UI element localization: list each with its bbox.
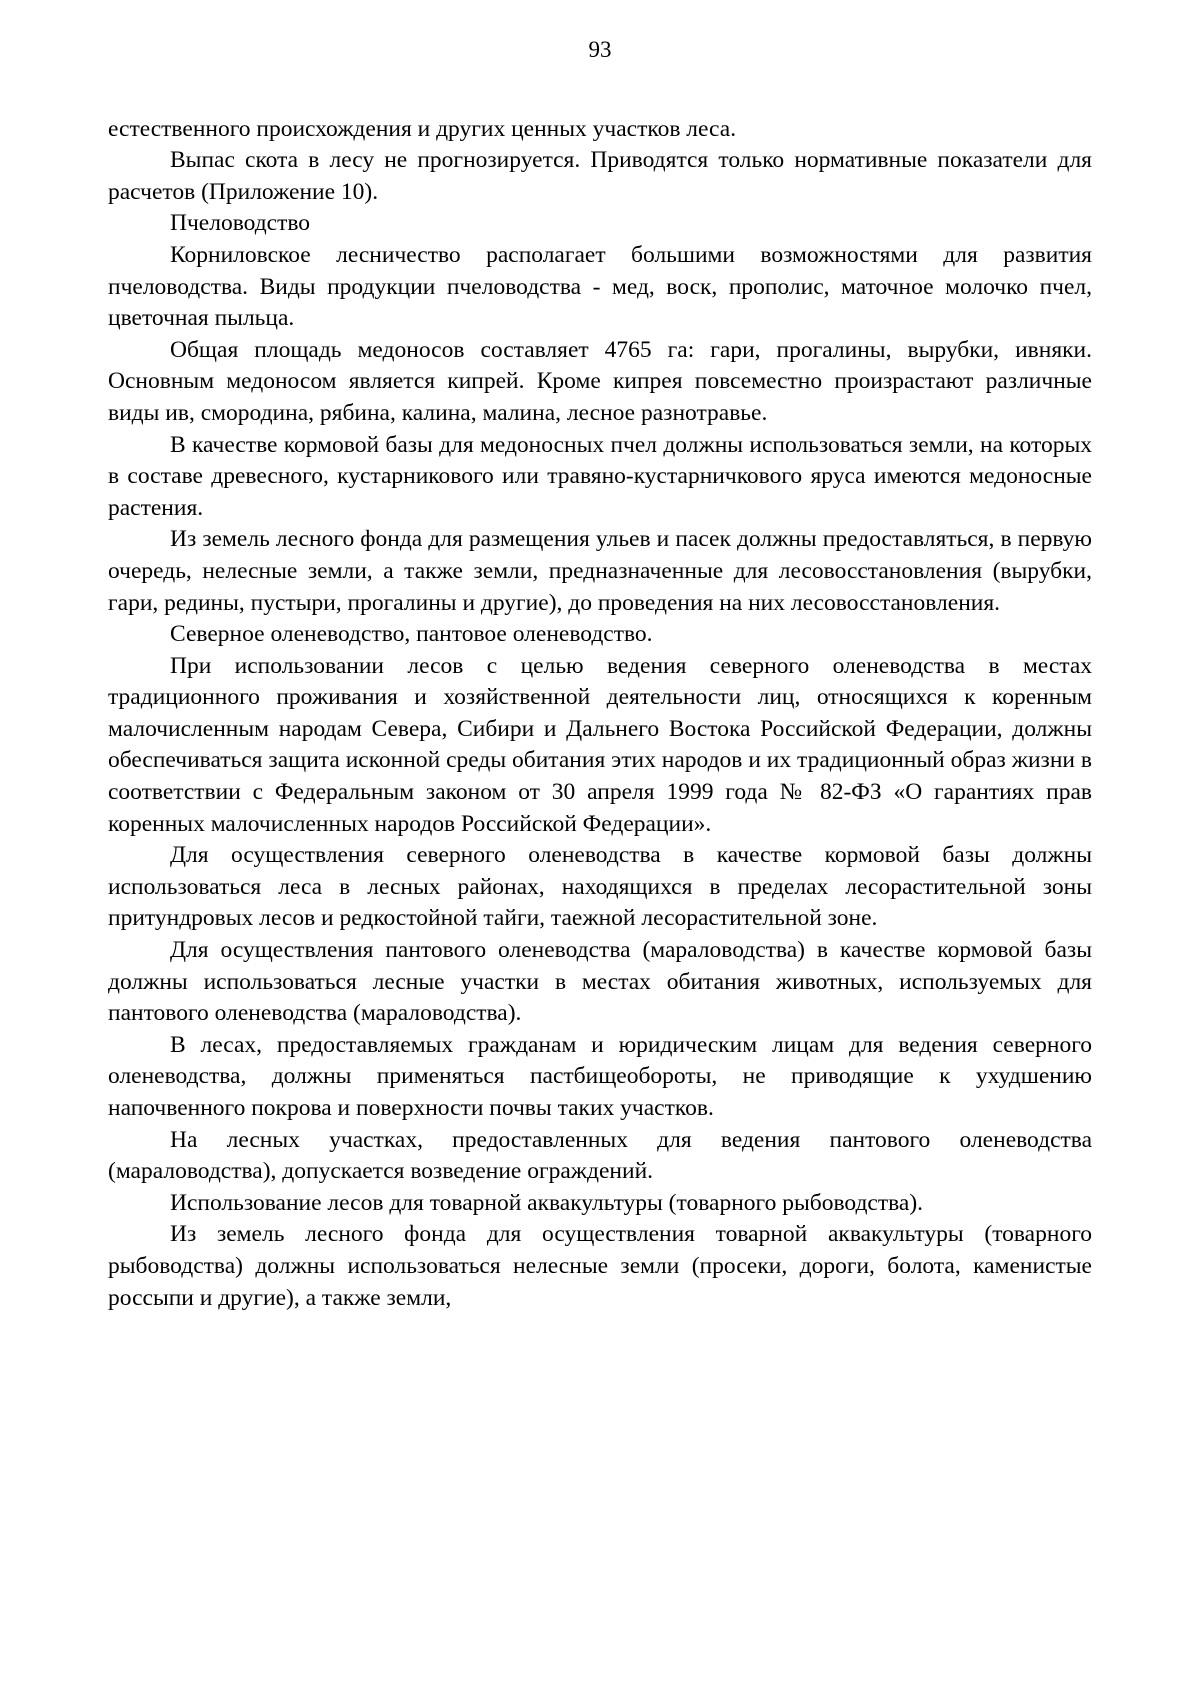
paragraph: Из земель лесного фонда для размещения ульев и пасек должны предоставляться, в первую очередь, нелесные земли, а также земли, предназначенные для лесовосстановления (вырубки, гари, редины, пустыри, прогалины и другие), до проведения на них лесовосстановления.: [108, 526, 1092, 616]
paragraph: В качестве кормовой базы для медоносных пчел должны использоваться земли, на которых в составе древесного, кустарникового или травяно-кустарничкового яруса имеются медоносные растения.: [108, 431, 1092, 521]
paragraph: В лесах, предоставляемых гражданам и юридическим лицам для ведения северного оленеводства, должны применяться пастбищеобороты, не приводящие к ухудшению напочвенного покрова и поверхности почвы таких участков.: [108, 1031, 1092, 1121]
paragraph: Из земель лесного фонда для осуществления товарной аквакультуры (товарного рыбоводства) должны использоваться нелесные земли (просеки, дороги, болота, каменистые россыпи и другие), а также земли,: [108, 1221, 1092, 1311]
paragraph: Для осуществления северного оленеводства в качестве кормовой базы должны использоваться леса в лесных районах, находящихся в пределах лесорастительной зоны притундровых лесов и редкостойной тайги, таежной лесорастительной зоне.: [108, 842, 1092, 932]
page-number: 93: [588, 37, 612, 62]
paragraph: естественного происхождения и других ценных участков леса.: [108, 115, 737, 142]
paragraph: Пчеловодство: [170, 210, 311, 237]
paragraph: Корниловское лесничество располагает большими возможностями для развития пчеловодства. Виды продукции пчеловодства - мед, воск, прополис, маточное молочко пчел, цветочная пыльца.: [108, 241, 1092, 332]
paragraph: Использование лесов для товарной аквакультуры (товарного рыбоводства).: [170, 1189, 924, 1216]
paragraph: Для осуществления пантового оленеводства (мараловодства) в качестве кормовой базы должны использоваться лесные участки в местах обитания животных, используемых для пантового оленеводства (мараловодства).: [108, 937, 1092, 1027]
document-body: [108, 114, 1092, 1315]
paragraph: Северное оленеводство, пантовое оленеводство.: [170, 621, 653, 648]
paragraph: При использовании лесов с целью ведения северного оленеводства в местах традиционного проживания и хозяйственной деятельности лиц, относящихся к коренным малочисленным народам Севера, Сибири и Дальнего Востока Российской Федерации, должны обеспечиваться защита исконной среды обитания этих народов и их традиционный образ жизни в соответствии с Федеральным законом от 30 апреля 1999 года № 82-ФЗ «О гарантиях прав коренных малочисленных народов Российской Федерации».: [108, 652, 1092, 837]
paragraph: Выпас скота в лесу не прогнозируется. Приводятся только нормативные показатели для расчетов (Приложение 10).: [108, 147, 1092, 205]
paragraph: На лесных участках, предоставленных для ведения пантового оленеводства (мараловодства), допускается возведение ограждений.: [108, 1126, 1092, 1185]
paragraph: Общая площадь медоносов составляет 4765 га: гари, прогалины, вырубки, ивняки. Основным медоносом является кипрей. Кроме кипрея повсеместно произрастают различные виды ив, смородина, рябина, калина, малина, лесное разнотравье.: [108, 336, 1092, 426]
